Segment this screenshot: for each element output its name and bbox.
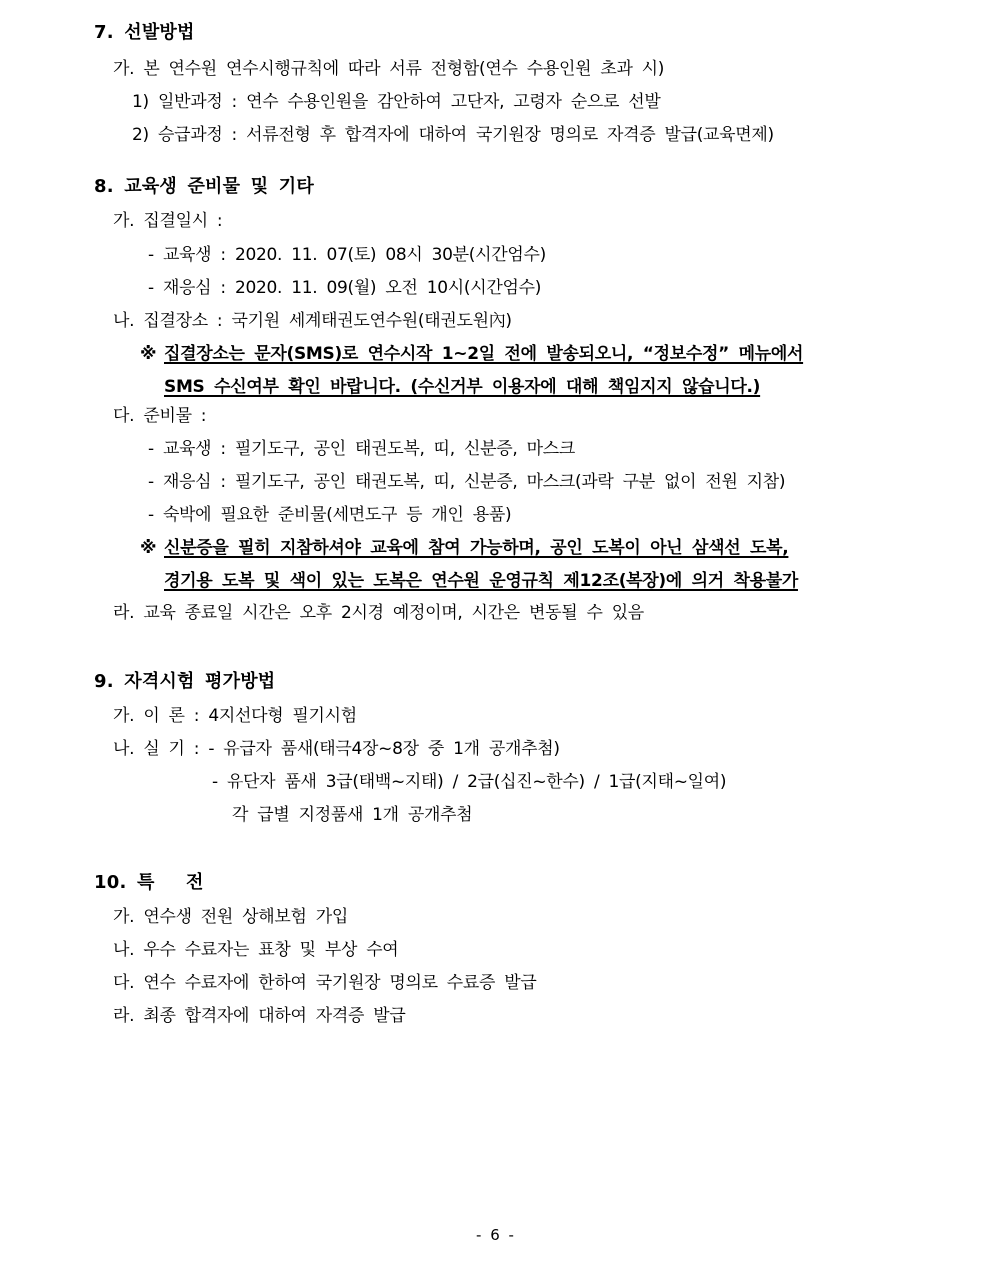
- section-9-heading: 9. 자격시험 평가방법: [94, 671, 276, 692]
- section-8-da-trainee: - 교육생 : 필기도구, 공인 태권도복, 띠, 신분증, 마스크: [148, 439, 575, 459]
- note-1-mark: ※: [140, 344, 157, 364]
- page-number: - 6 -: [476, 1226, 516, 1244]
- section-9-item-na: 나. 실 기 : - 유급자 품새(태극4장~8장 중 1개 공개추첨): [113, 739, 560, 759]
- note-2-line-2: 경기용 도복 및 색이 있는 도복은 연수원 운영규칙 제12조(복장)에 의거 착용불가: [164, 571, 798, 591]
- section-8-ga-trainee: - 교육생 : 2020. 11. 07(토) 08시 30분(시간엄수): [148, 245, 546, 265]
- note-1-line-2: SMS 수신여부 확인 바랍니다. (수신거부 이용자에 대해 책임지지 않습니다.): [164, 377, 761, 397]
- section-7-item-ga: 가. 본 연수원 연수시행규칙에 따라 서류 전형함(연수 수용인원 초과 시): [113, 59, 665, 79]
- section-8-da-retrainee: - 재응심 : 필기도구, 공인 태권도복, 띠, 신분증, 마스크(과락 구분 없이 전원 지참): [148, 472, 786, 492]
- section-7-subitem-2: 2) 승급과정 : 서류전형 후 합격자에 대하여 국기원장 명의로 자격증 발급(교육면제): [132, 125, 774, 145]
- section-10-heading: 10. 특 전: [94, 872, 204, 893]
- section-10-item-da: 다. 연수 수료자에 한하여 국기원장 명의로 수료증 발급: [113, 973, 537, 993]
- section-9-na-designated: 각 급별 지정품새 1개 공개추첨: [232, 805, 473, 825]
- note-2-line-1: 신분증을 필히 지참하셔야 교육에 참여 가능하며, 공인 도복이 아닌 삼색선 도복,: [164, 538, 789, 558]
- section-8-ga-retrainee: - 재응심 : 2020. 11. 09(월) 오전 10시(시간엄수): [148, 278, 542, 298]
- section-8-heading: 8. 교육생 준비물 및 기타: [94, 176, 314, 197]
- section-9-na-dan-poomsae: - 유단자 품새 3급(태백~지태) / 2급(십진~한수) / 1급(지태~일여): [212, 772, 727, 792]
- section-9-item-ga: 가. 이 론 : 4지선다형 필기시험: [113, 706, 357, 726]
- section-8-item-ga: 가. 집결일시 :: [113, 211, 223, 231]
- note-1-line-1: 집결장소는 문자(SMS)로 연수시작 1~2일 전에 발송되오니, “정보수정” 메뉴에서: [164, 344, 804, 364]
- section-7-heading: 7. 선발방법: [94, 22, 195, 43]
- section-10-item-ga: 가. 연수생 전원 상해보험 가입: [113, 907, 348, 927]
- section-8-da-lodging: - 숙박에 필요한 준비물(세면도구 등 개인 용품): [148, 505, 512, 525]
- note-2-mark: ※: [140, 538, 157, 558]
- section-7-subitem-1: 1) 일반과정 : 연수 수용인원을 감안하여 고단자, 고령자 순으로 선발: [132, 92, 661, 112]
- section-8-item-na: 나. 집결장소 : 국기원 세계태권도연수원(태권도원內): [113, 311, 512, 331]
- section-8-item-da: 다. 준비물 :: [113, 406, 207, 426]
- section-8-item-ra: 라. 교육 종료일 시간은 오후 2시경 예정이며, 시간은 변동될 수 있음: [113, 603, 644, 623]
- section-10-item-ra: 라. 최종 합격자에 대하여 자격증 발급: [113, 1006, 406, 1026]
- section-10-item-na: 나. 우수 수료자는 표창 및 부상 수여: [113, 940, 399, 960]
